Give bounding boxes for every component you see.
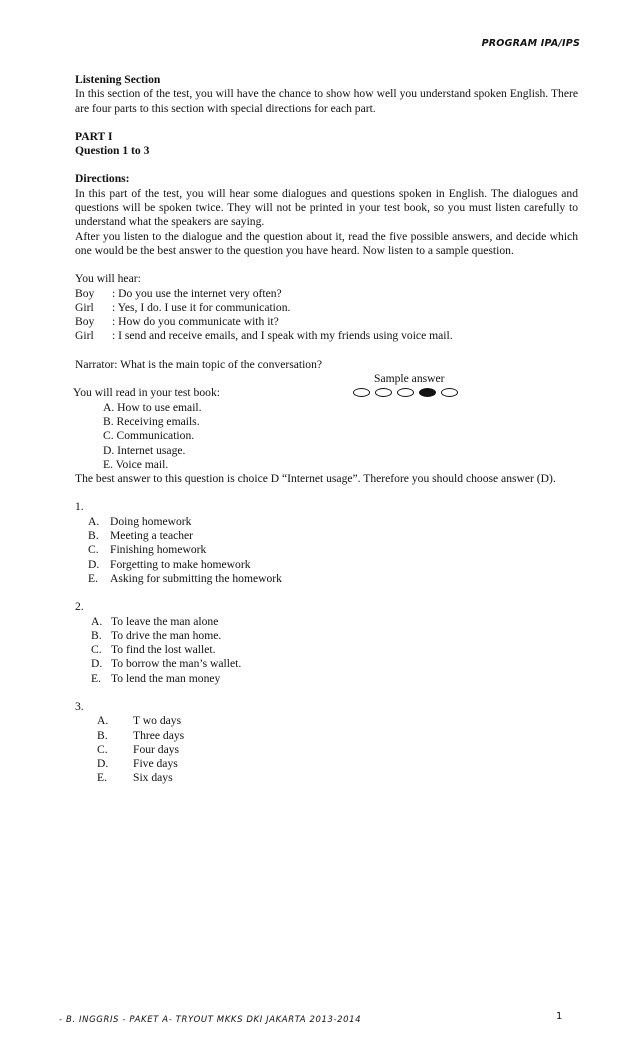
question-number: 1.	[75, 500, 84, 514]
option-letter: A.	[88, 514, 100, 528]
option-letter: A.	[97, 714, 109, 728]
option-row	[97, 757, 578, 771]
answer-bubble-a	[353, 388, 370, 397]
page-content	[75, 73, 578, 786]
answer-bubbles	[353, 388, 458, 397]
option-letter: B.	[88, 529, 99, 543]
option-letter: A.	[91, 614, 103, 628]
dialogue-line	[75, 329, 578, 343]
option-text: Finishing homework	[110, 543, 207, 557]
dialogue-speaker: Boy	[75, 286, 95, 300]
option-row	[91, 672, 578, 686]
read-in-book-label: You will read in your test book:	[73, 386, 220, 400]
directions-title: Directions:	[75, 172, 130, 186]
answer-bubble-c	[397, 388, 414, 397]
sample-explanation: The best answer to this question is choice D “Internet usage”. Therefore you should choose answer (D).	[75, 472, 556, 486]
option-text: Four days	[133, 742, 180, 756]
option-letter: B.	[97, 728, 108, 742]
sample-option: C. Communication.	[103, 429, 195, 443]
option-letter: D.	[91, 657, 103, 671]
option-text: To leave the man alone	[111, 614, 219, 628]
option-row	[88, 529, 578, 543]
option-row	[88, 572, 578, 586]
sample-option: B. Receiving emails.	[103, 414, 200, 428]
sample-option: E. Voice mail.	[103, 457, 169, 471]
header-program-label: PROGRAM IPA/IPS	[481, 38, 580, 49]
question-1	[75, 500, 578, 586]
option-row	[97, 729, 578, 743]
option-row	[88, 515, 578, 529]
option-text: T wo days	[133, 714, 182, 728]
narrator-question: Narrator: What is the main topic of the conversation?	[75, 357, 323, 371]
option-letter: C.	[91, 643, 102, 657]
dialogue-line	[75, 315, 578, 329]
listening-section-title: Listening Section	[75, 73, 161, 86]
option-letter: D.	[97, 757, 109, 771]
question-number: 2.	[75, 600, 84, 614]
option-row	[97, 771, 578, 785]
option-text: Doing homework	[110, 514, 192, 528]
question-number: 3.	[75, 699, 84, 713]
you-will-hear-label: You will hear:	[75, 272, 141, 286]
option-text: Three days	[133, 728, 185, 742]
dialogue-line	[75, 287, 578, 301]
option-letter: E.	[91, 671, 101, 685]
option-letter: E.	[88, 571, 98, 585]
answer-bubble-b	[375, 388, 392, 397]
option-letter: E.	[97, 771, 107, 785]
question-3	[75, 700, 578, 786]
option-text: To lend the man money	[111, 671, 221, 685]
dialogue-text: : I send and receive emails, and I speak with my friends using voice mail.	[112, 329, 453, 343]
dialogue-speaker: Girl	[75, 329, 94, 343]
dialogue-line	[75, 301, 578, 315]
option-text: Asking for submitting the homework	[110, 571, 282, 585]
option-row	[88, 543, 578, 557]
part-title: PART I	[75, 129, 113, 143]
option-text: To drive the man home.	[111, 628, 222, 642]
option-text: To borrow the man’s wallet.	[111, 657, 242, 671]
option-row	[88, 558, 578, 572]
dialogue-speaker: Girl	[75, 300, 94, 314]
option-letter: B.	[91, 628, 102, 642]
listening-intro: In this section of the test, you will have the chance to show how well you understand spoken English. There are four parts to this section with special directions for each part.	[75, 87, 578, 115]
option-text: Six days	[133, 771, 173, 785]
answer-bubble-e	[441, 388, 458, 397]
sample-option: D. Internet usage.	[103, 443, 186, 457]
dialogue-text: : Yes, I do. I use it for communication.	[112, 300, 291, 314]
question-2	[75, 600, 578, 686]
directions-paragraph-2: After you listen to the dialogue and the question about it, read the five possible answers, and decide which one would be the best answer to the question you have heard. Now listen to a sample question.	[75, 229, 578, 257]
part-subtitle: Question 1 to 3	[75, 144, 150, 158]
option-text: Forgetting to make homework	[110, 557, 251, 571]
option-text: Five days	[133, 757, 178, 771]
sample-answer-label: Sample answer	[374, 372, 445, 386]
option-letter: C.	[88, 543, 99, 557]
answer-bubble-d-filled	[419, 388, 436, 397]
option-text: Meeting a teacher	[110, 529, 194, 543]
dialogue-speaker: Boy	[75, 315, 95, 329]
option-text: To find the lost wallet.	[111, 643, 216, 657]
option-row	[91, 615, 578, 629]
option-row	[91, 643, 578, 657]
option-row	[97, 714, 578, 728]
option-letter: C.	[97, 742, 108, 756]
option-row	[97, 743, 578, 757]
option-row	[91, 657, 578, 671]
directions-paragraph-1: In this part of the test, you will hear some dialogues and questions spoken in English. The dialogues and questions will be spoken twice. They will not be printed in your test book, so you must listen carefully to understand what the speakers are saying.	[75, 186, 578, 229]
dialogue-text: : How do you communicate with it?	[112, 315, 279, 329]
option-row	[91, 629, 578, 643]
sample-option: A. How to use email.	[103, 400, 202, 414]
footer-exam-label: - B. INGGRIS - PAKET A- TRYOUT MKKS DKI JAKARTA 2013-2014	[59, 1015, 362, 1025]
dialogue-text: : Do you use the internet very often?	[112, 286, 282, 300]
option-letter: D.	[88, 557, 100, 571]
page-number: 1	[556, 1011, 563, 1022]
